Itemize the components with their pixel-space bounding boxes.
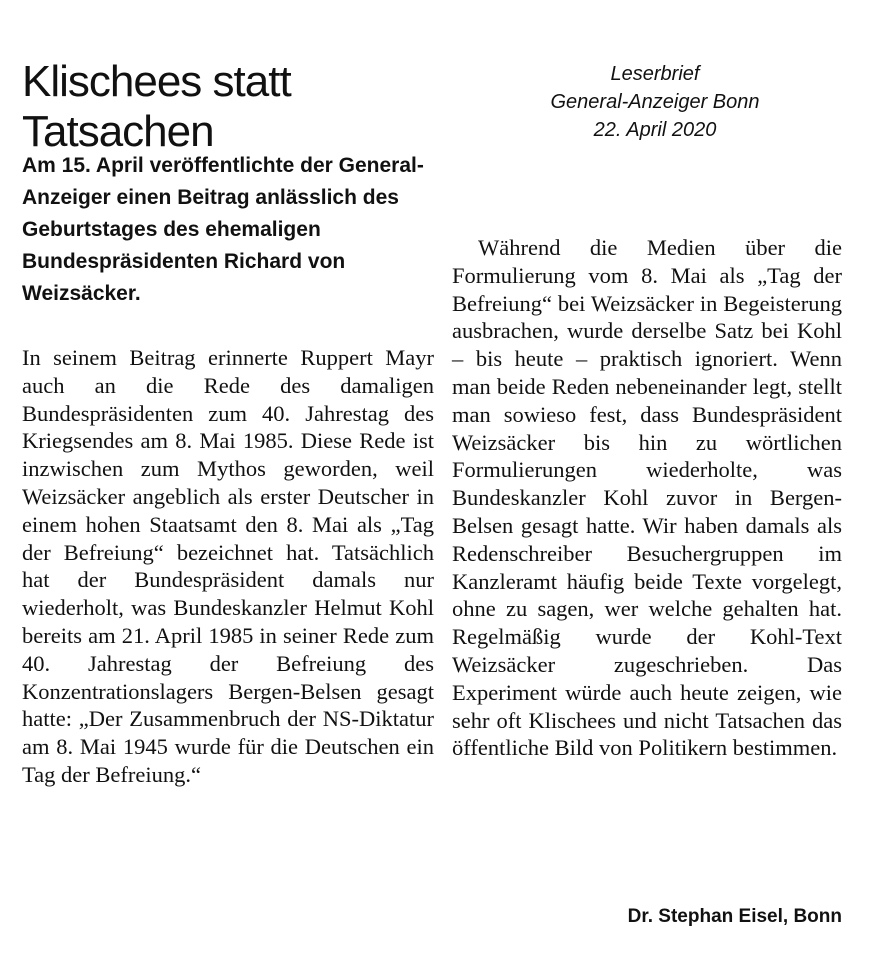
signature: Dr. Stephan Eisel, Bonn xyxy=(627,906,842,927)
lead-paragraph: Am 15. April veröffentlichte der General-Anzeiger einen Beitrag anlässlich des Geburtstages des ehemaligen Bundespräsidenten Richard von Weizsäcker. xyxy=(22,154,424,305)
body-column-1: In seinem Beitrag erinnerte Ruppert Mayr auch an die Rede des damaligen Bundespräsidenten zum 40. Jahrestag des Kriegsendes am 8. Mai 1985. Diese Rede ist inzwischen zum Mythos geworden, weil Weizsäcker angeblich als erster Deutscher in einem hohen Staatsamt den 8. Mai als „Tag der Befreiung“ bezeichnet hat. Tatsächlich hat der Bundespräsident damals nur wiederholt, was Bundeskanzler Helmut Kohl bereits am 21. April 1985 in seiner Rede zum 40. Jahrestag der Befreiung des Konzentrationslagers Bergen-Belsen gesagt hatte: „Der Zusammenbruch der NS-Diktatur am 8. Mai 1945 wurde für die Deutschen ein Tag der Befreiung.“ xyxy=(22,345,434,787)
meta-label: Leserbrief xyxy=(610,63,700,85)
headline: Klischees statt Tatsachen xyxy=(22,57,291,157)
letter-meta xyxy=(520,60,790,144)
meta-publication: General-Anzeiger Bonn xyxy=(550,91,760,113)
meta-date: 22. April 2020 xyxy=(593,119,717,141)
body-column-2: Während die Medien über die Formulierung vom 8. Mai als „Tag der Befreiung“ bei Weizsäcker in Begeisterung ausbrachen, wurde derselbe Satz bei Kohl – bis heute – praktisch ignoriert. Wenn man beide Reden nebeneinander legt, stellt man sowieso fest, dass Bundespräsident Weizsäcker bis hin zu wörtlichen Formulierungen wiederholte, was Bundeskanzler Kohl zuvor in Bergen-Belsen gesagt hatte. Wir haben damals als Redenschreiber Besuchergruppen im Kanzleramt häufig beide Texte vorgelegt, ohne zu sagen, wer welche gehalten hat. Regelmäßig wurde der Kohl-Text Weizsäcker zugeschrieben. Das Experiment würde auch heute zeigen, wie sehr oft Klischees und nicht Tatsachen das öffentliche Bild von Politikern bestimmen. xyxy=(452,235,842,761)
